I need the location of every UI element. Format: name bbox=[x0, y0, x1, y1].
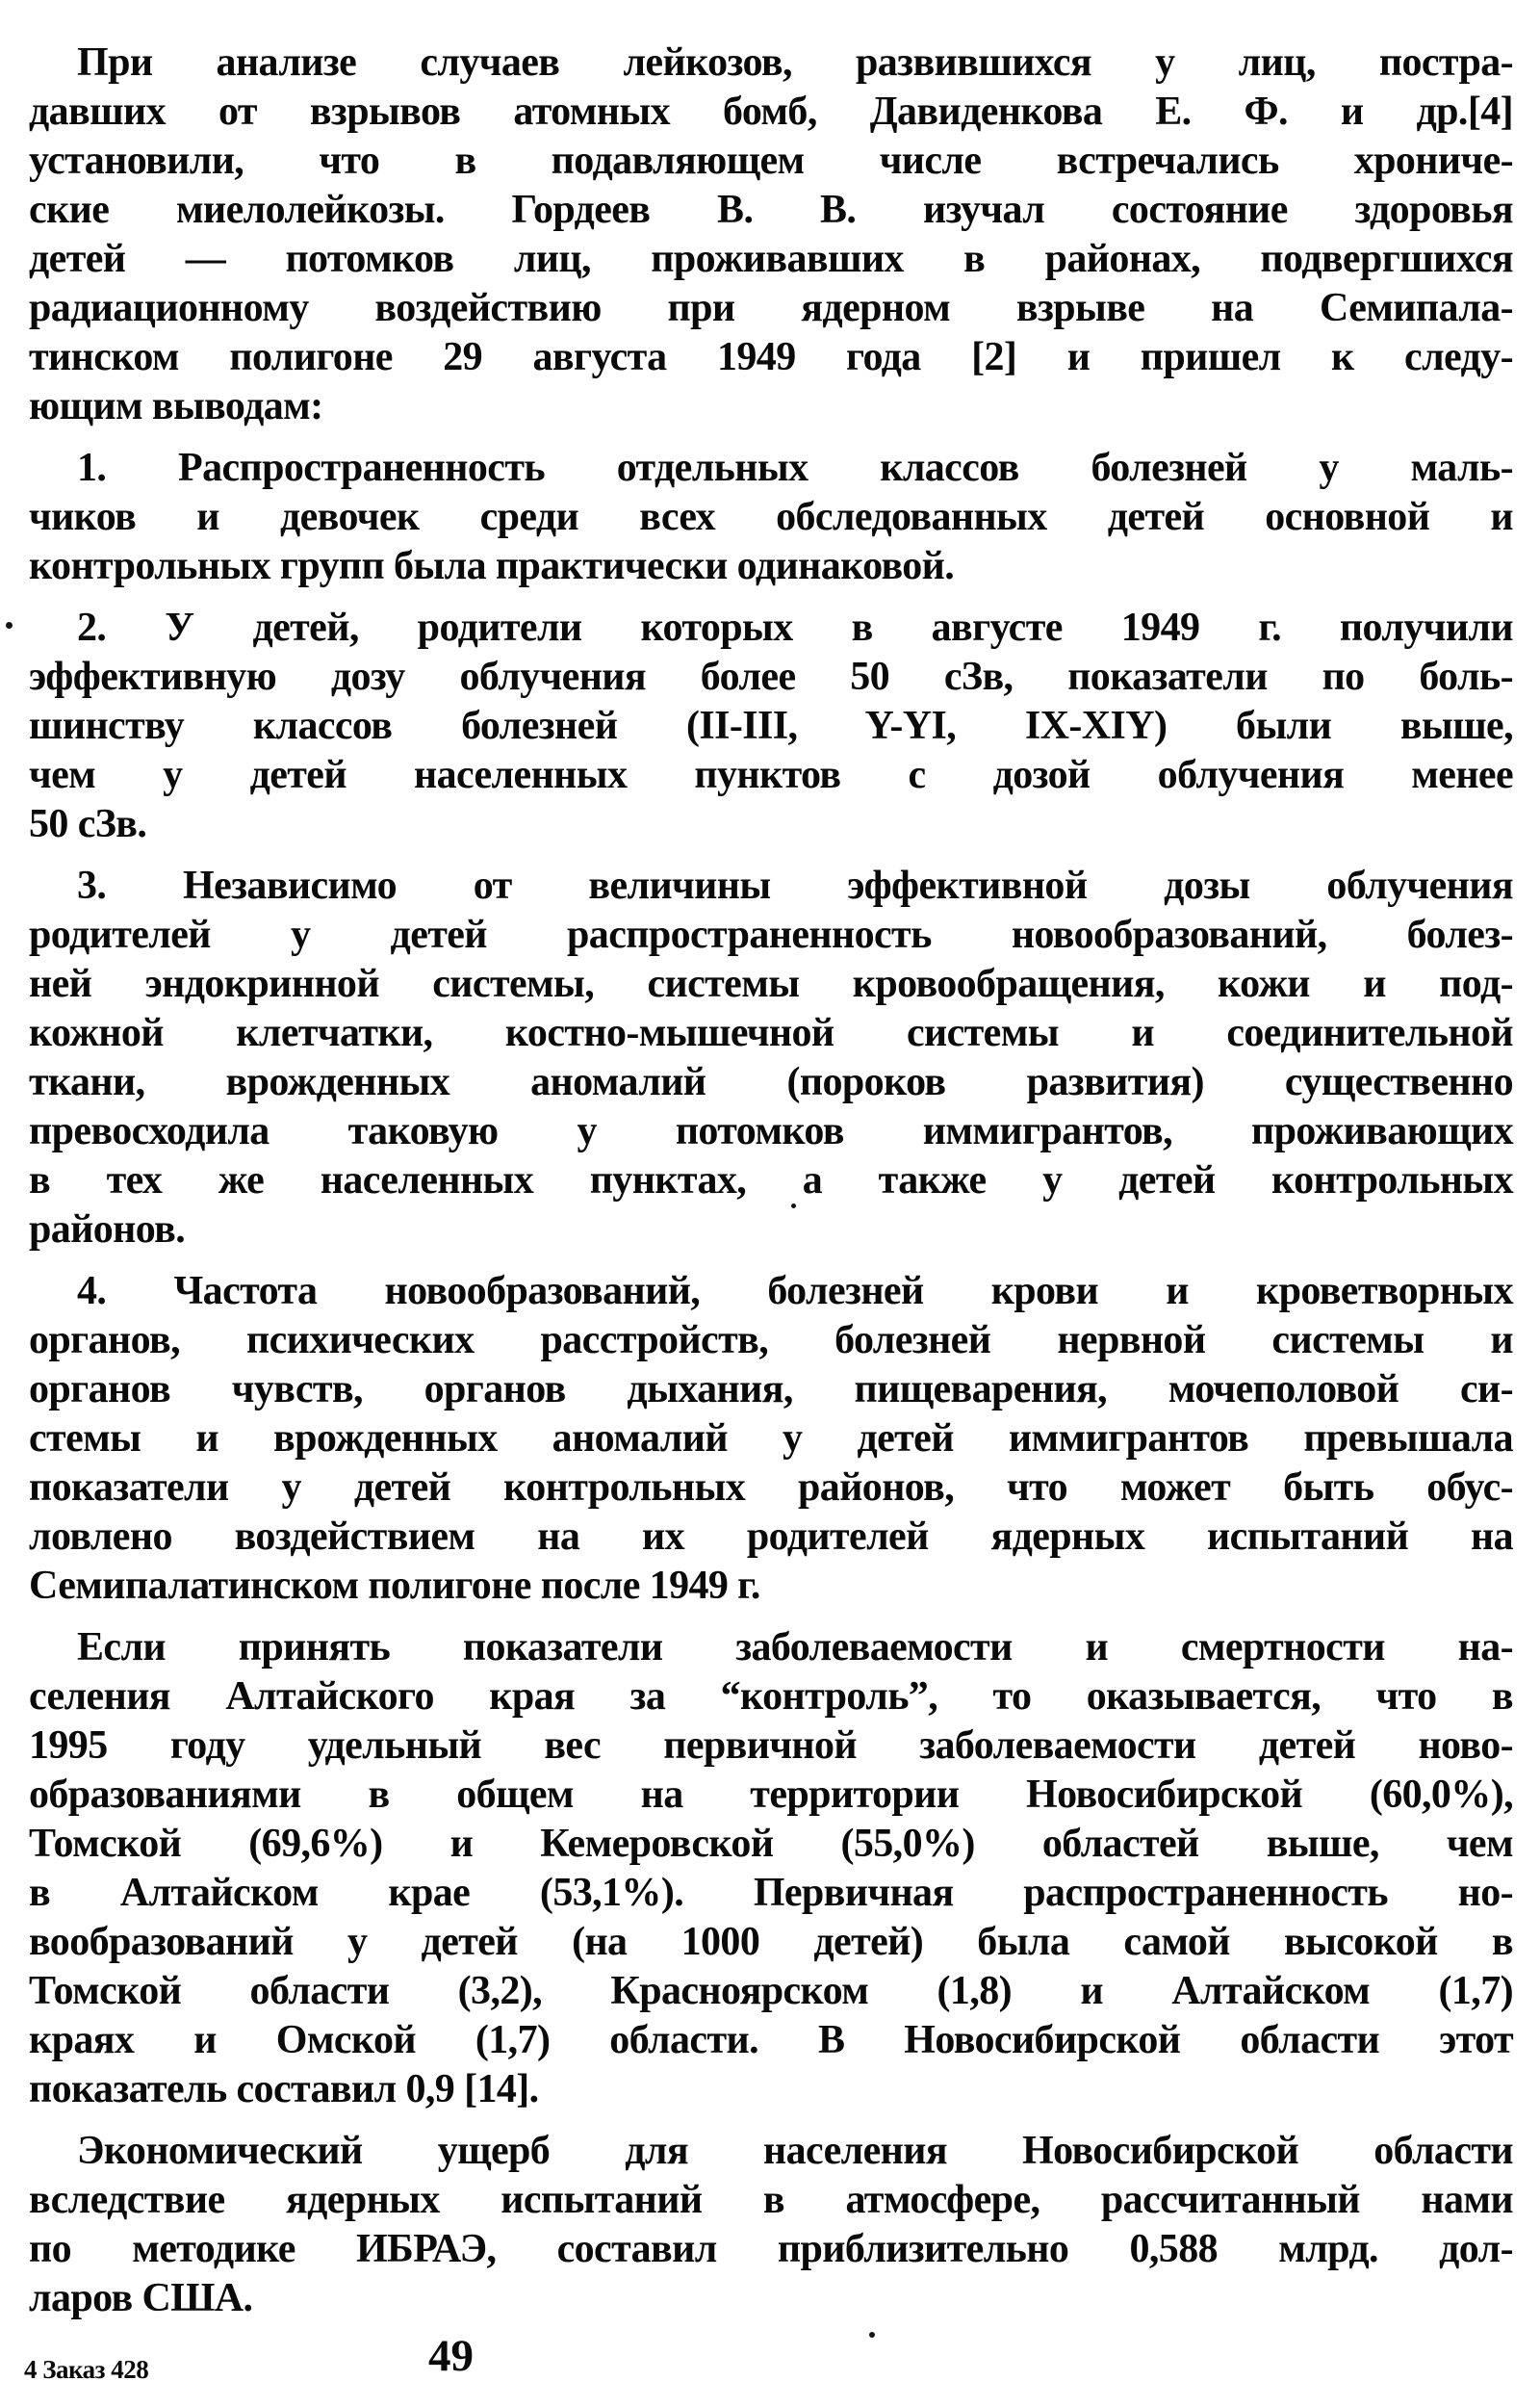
paragraph bbox=[29, 862, 1513, 1255]
text-line: шинству классов болезней (II-III, Y-YI, IX-XIY) были выше, bbox=[29, 704, 1513, 748]
text-line: стемы и врожденных аномалий у детей иммигрантов превышала bbox=[29, 1416, 1513, 1461]
text-line: показатели у детей контрольных районов, что может быть обус- bbox=[29, 1465, 1513, 1510]
text-line: в тех же населенных пунктах, а также у детей контрольных bbox=[29, 1158, 1513, 1203]
text-line: вследствие ядерных испытаний в атмосфере, рассчитанный нами bbox=[29, 2178, 1513, 2222]
ink-speck bbox=[6, 622, 13, 629]
text-line: ющим выводам: bbox=[29, 384, 323, 428]
paragraph bbox=[29, 604, 1513, 849]
text-line: 1995 году удельный вес первичной заболеваемости детей ново- bbox=[29, 1723, 1513, 1768]
text-line: ларов США. bbox=[29, 2276, 253, 2320]
text-line: по методике ИБРАЭ, составил приблизительно 0,588 млрд. дол- bbox=[29, 2227, 1513, 2271]
text-line: ткани, врожденных аномалий (пороков развития) существенно bbox=[29, 1060, 1513, 1104]
text-line: контрольных групп была практически одинаковой. bbox=[29, 544, 955, 588]
text-line: Семипалатинском полигоне после 1949 г. bbox=[29, 1564, 760, 1608]
ink-speck bbox=[791, 1204, 796, 1208]
footer-order-note: 4 Заказ 428 bbox=[24, 2355, 149, 2384]
text-line: чем у детей населенных пунктов с дозой облучения менее bbox=[29, 753, 1513, 797]
paragraph bbox=[29, 39, 1513, 431]
text-line: Томской области (3,2), Красноярском (1,8) и Алтайском (1,7) bbox=[29, 1969, 1513, 2013]
text-line: 3. Независимо от величины эффективной дозы облучения bbox=[77, 864, 1513, 908]
text-line: Если принять показатели заболеваемости и смертности на- bbox=[77, 1625, 1513, 1669]
text-line: установили, что в подавляющем числе встречались хрониче- bbox=[29, 139, 1513, 183]
text-line: селения Алтайского края за “контроль”, то оказывается, что в bbox=[29, 1674, 1513, 1719]
page-number: 49 bbox=[428, 2331, 474, 2381]
text-line: радиационному воздействию при ядерном взрыве на Семипала- bbox=[29, 286, 1513, 330]
text-line: районов. bbox=[29, 1207, 186, 1252]
text-line: ловлено воздействием на их родителей ядерных испытаний на bbox=[29, 1514, 1513, 1559]
ink-speck bbox=[869, 2332, 875, 2338]
page-text-block bbox=[29, 39, 1513, 2336]
text-line: При анализе случаев лейкозов, развившихся у лиц, постра- bbox=[77, 40, 1513, 85]
text-line: органов, психических расстройств, болезней нервной системы и bbox=[29, 1318, 1513, 1362]
text-line: тинском полигоне 29 августа 1949 года [2] и пришел к следу- bbox=[29, 335, 1513, 379]
text-line: детей — потомков лиц, проживавших в районах, подвергшихся bbox=[29, 237, 1513, 281]
text-line: 2. У детей, родители которых в августе 1949 г. получили bbox=[77, 606, 1513, 650]
text-line: 4. Частота новообразований, болезней крови и кроветворных bbox=[77, 1269, 1513, 1313]
text-line: в Алтайском крае (53,1%). Первичная распространенность но- bbox=[29, 1871, 1513, 1915]
text-line: эффективную дозу облучения более 50 сЗв, показатели по боль- bbox=[29, 655, 1513, 699]
text-line: вообразований у детей (на 1000 детей) была самой высокой в bbox=[29, 1920, 1513, 1964]
text-line: 50 сЗв. bbox=[29, 802, 147, 846]
text-line: чиков и девочек среди всех обследованных детей основной и bbox=[29, 495, 1513, 539]
text-line: показатель составил 0,9 [14]. bbox=[29, 2067, 539, 2111]
text-line: ские миелолейкозы. Гордеев В. В. изучал состояние здоровья bbox=[29, 188, 1513, 232]
text-line: давших от взрывов атомных бомб, Давиденкова Е. Ф. и др.[4] bbox=[29, 90, 1513, 134]
text-line: кожной клетчатки, костно-мышечной системы и соединительной bbox=[29, 1011, 1513, 1055]
body-paragraphs bbox=[29, 39, 1513, 2323]
text-line: ней эндокринной системы, системы кровообращения, кожи и под- bbox=[29, 962, 1513, 1006]
paragraph bbox=[29, 2127, 1513, 2323]
paragraph bbox=[29, 1623, 1513, 2114]
text-line: 1. Распространенность отдельных классов болезней у маль- bbox=[77, 446, 1513, 490]
text-line: Экономический ущерб для населения Новосибирской области bbox=[77, 2129, 1513, 2173]
text-line: Томской (69,6%) и Кемеровской (55,0%) областей выше, чем bbox=[29, 1822, 1513, 1866]
paragraph bbox=[29, 1267, 1513, 1611]
text-line: краях и Омской (1,7) области. В Новосибирской области этот bbox=[29, 2018, 1513, 2062]
text-line: превосходила таковую у потомков иммигрантов, проживающих bbox=[29, 1109, 1513, 1153]
text-line: родителей у детей распространенность новообразований, болез- bbox=[29, 913, 1513, 957]
paragraph bbox=[29, 444, 1513, 591]
text-line: органов чувств, органов дыхания, пищеварения, мочеполовой си- bbox=[29, 1367, 1513, 1411]
text-line: образованиями в общем на территории Новосибирской (60,0%), bbox=[29, 1773, 1513, 1817]
